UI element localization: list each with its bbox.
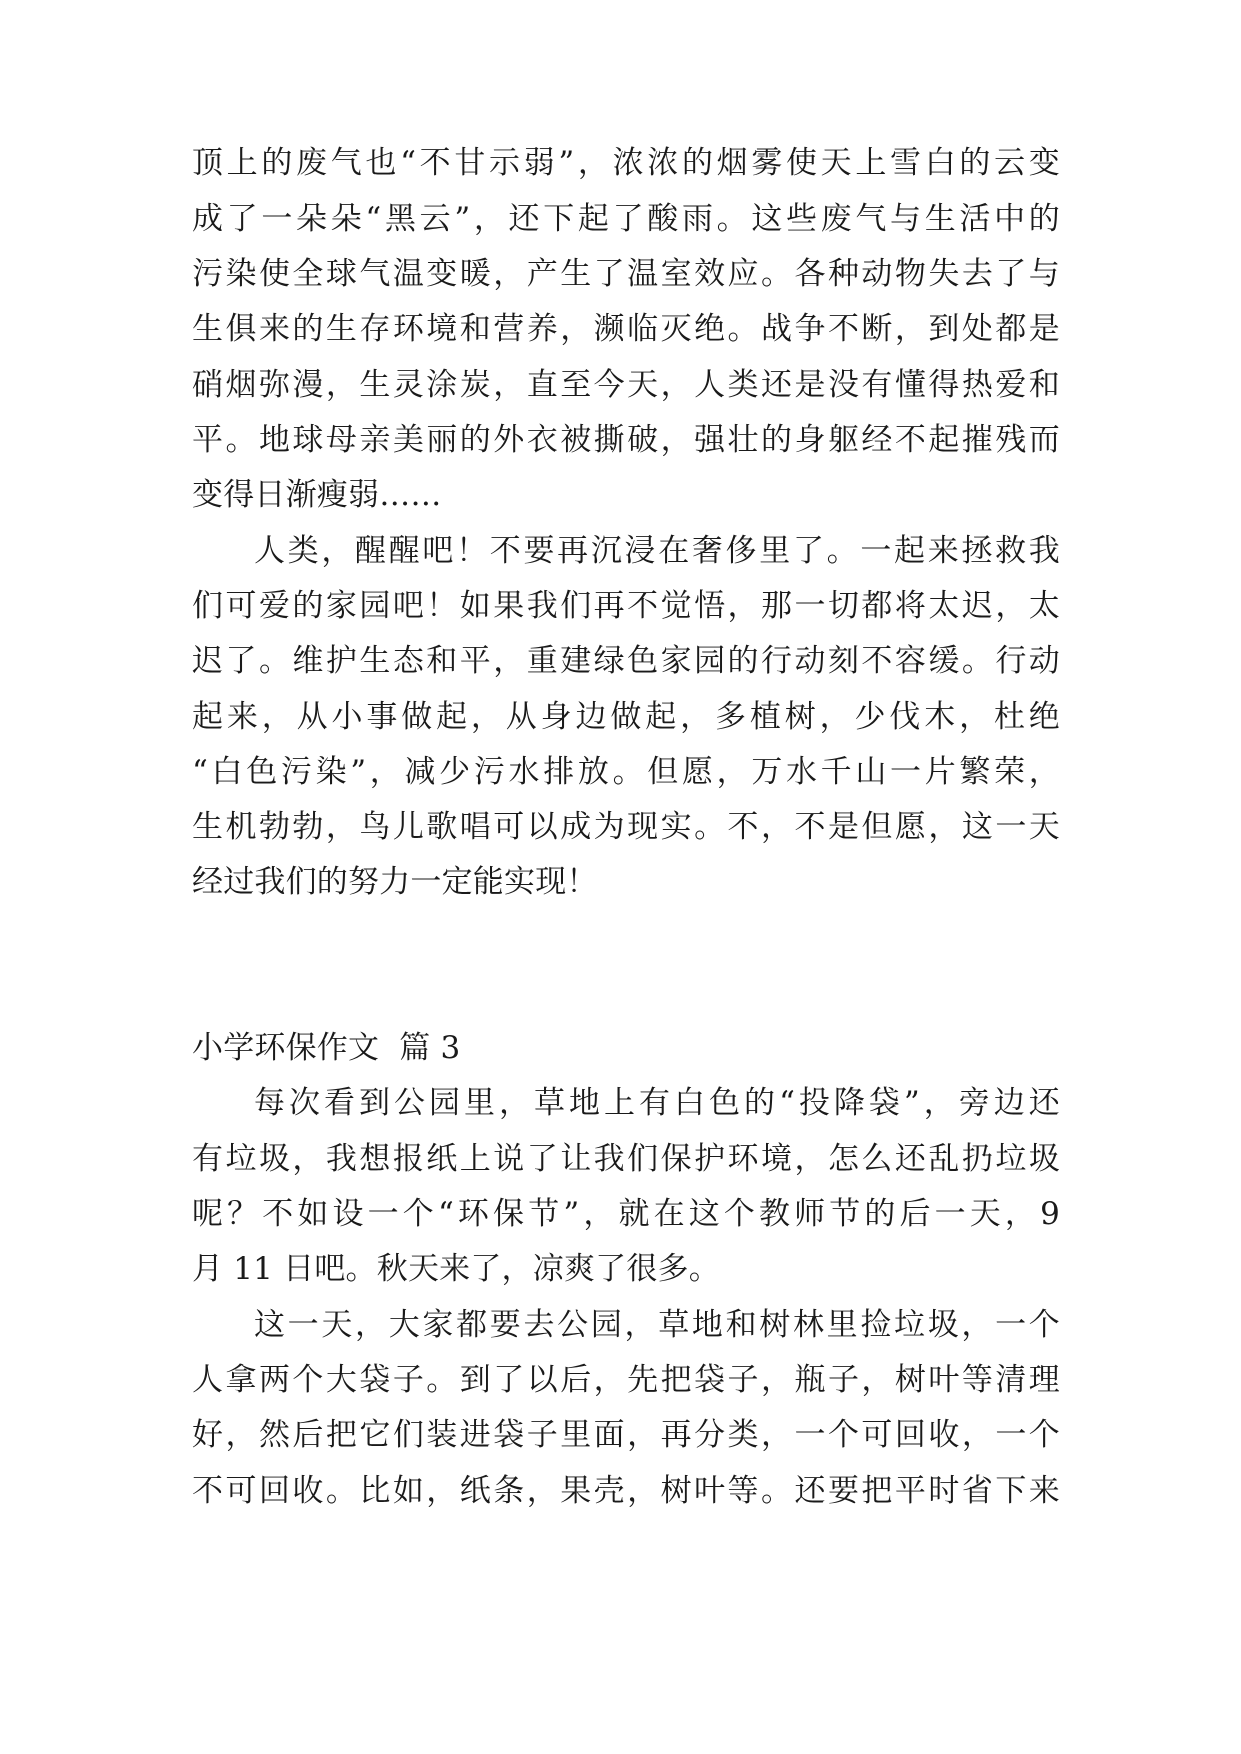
paragraph-first-line: 每次看到公园里，草地上有白色的“投降袋”，旁边还: [254, 1085, 1060, 1121]
text-line: 人拿两个大袋子。到了以后，先把袋子，瓶子，树叶等清理: [192, 1362, 1060, 1398]
text-line: 不可回收。比如，纸条，果壳，树叶等。还要把平时省下来: [192, 1473, 1060, 1509]
text-line: 生俱来的生存环境和营养，濒临灭绝。战争不断，到处都是: [192, 311, 1060, 347]
text-line: 好，然后把它们装进袋子里面，再分类，一个可回收，一个: [192, 1417, 1060, 1453]
text-line: 经过我们的努力一定能实现！: [192, 864, 598, 900]
paragraph-first-line: 这一天，大家都要去公园，草地和树林里捡垃圾，一个: [254, 1307, 1060, 1343]
text-line: 平。地球母亲美丽的外衣被撕破，强壮的身躯经不起摧残而: [192, 422, 1060, 458]
text-line: 顶上的废气也“不甘示弱”，浓浓的烟雾使天上雪白的云变: [192, 145, 1060, 181]
text-line: 污染使全球气温变暖，产生了温室效应。各种动物失去了与: [192, 256, 1060, 292]
text-line: 有垃圾，我想报纸上说了让我们保护环境，怎么还乱扔垃圾: [192, 1141, 1060, 1177]
text-line: 起来，从小事做起，从身边做起，多植树，少伐木，杜绝: [192, 699, 1060, 735]
text-line: 生机勃勃，鸟儿歌唱可以成为现实。不，不是但愿，这一天: [192, 809, 1060, 845]
text-line: 迟了。维护生态和平，重建绿色家园的行动刻不容缓。行动: [192, 643, 1060, 679]
section-heading: 小学环保作文 篇 3: [192, 1030, 461, 1066]
text-line: “白色污染”，减少污水排放。但愿，万水千山一片繁荣，: [192, 754, 1060, 790]
text-line: 硝烟弥漫，生灵涂炭，直至今天，人类还是没有懂得热爱和: [192, 367, 1060, 403]
text-line: 成了一朵朵“黑云”，还下起了酸雨。这些废气与生活中的: [192, 201, 1060, 237]
text-line: 变得日渐瘦弱……: [192, 477, 442, 513]
text-line: 月 11 日吧。秋天来了，凉爽了很多。: [192, 1251, 720, 1287]
text-line: 们可爱的家园吧！如果我们再不觉悟，那一切都将太迟，太: [192, 588, 1060, 624]
paragraph-first-line: 人类，醒醒吧！不要再沉浸在奢侈里了。一起来拯救我: [254, 533, 1060, 569]
text-line: 呢？不如设一个“环保节”，就在这个教师节的后一天，9: [192, 1196, 1060, 1232]
